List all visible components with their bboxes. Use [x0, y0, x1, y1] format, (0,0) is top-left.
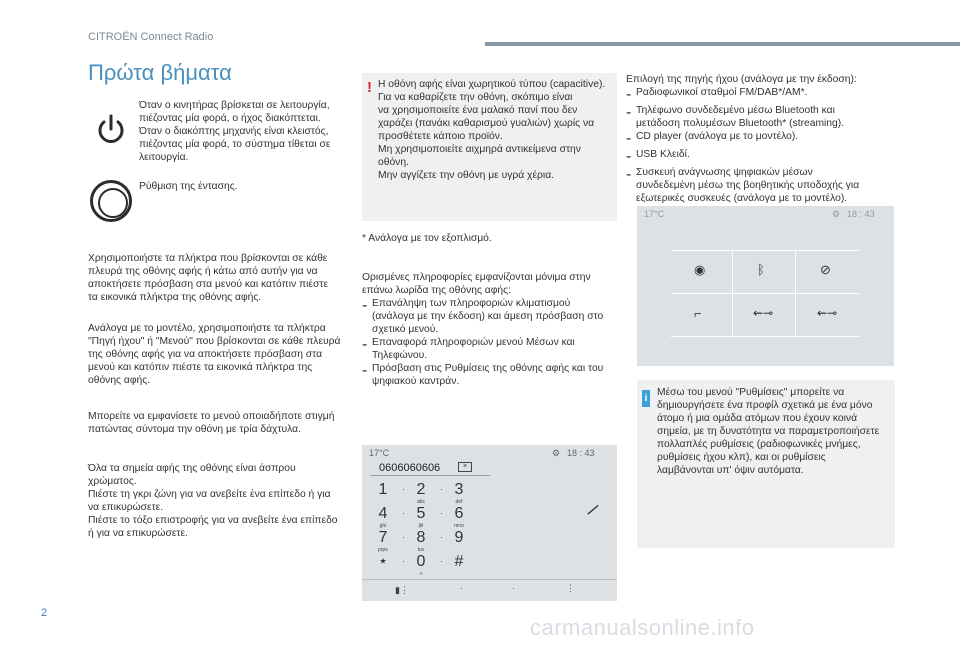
key-letters: tuv [417, 547, 425, 553]
temperature: 17°C [369, 448, 390, 458]
row-divider-mid [671, 293, 859, 294]
row-divider-top [671, 250, 859, 251]
key-digit: 0 [416, 553, 426, 570]
watermark: carmanualsonline.info [530, 615, 755, 640]
volume-knob-icon [90, 180, 132, 222]
para-touch-points: Όλα τα σημεία αφής της οθόνης είναι άσπρου χρώματος. Πιέστε τη γκρι ζώνη για να ανεβείτε ένα επίπεδο ή για να επικυρώσετε. Πιέστε το τόξο επιστροφής για να ανεβείτε ένα επίπεδο ή για να επικυρώσετε. [88, 463, 338, 539]
key-letters: pqrs [378, 547, 388, 553]
radio-source-icon[interactable]: ◉ [694, 262, 706, 277]
key-digit: 2 [416, 481, 426, 498]
page-heading: Πρώτα βήματα [88, 60, 232, 85]
keypad-key[interactable] [444, 553, 474, 571]
key-digit: 3 [454, 481, 464, 498]
key-letters: + [419, 571, 423, 577]
info-text: Μέσω του μενού "Ρυθμίσεις" μπορείτε να δημιουργήσετε ένα προφίλ σχετικά με ένα μόνο άτομο ή μια ομάδα ατόμων που έχουν κοινά σημεία, με τη δυνατότητα να παραμετροποιήσετε πολλαπλές ρυθμίσεις (ραδιοφωνικές μνήμες, ρυθμίσεις ήχου κλπ), και οι ρυθμίσεις λαμβάνονται υπ' όψιν αυτόματα. [657, 387, 880, 476]
key-digit: 4 [378, 505, 388, 522]
keypad-key[interactable] [406, 505, 436, 529]
key-separator: · [402, 484, 405, 494]
backspace-icon[interactable]: × [458, 462, 472, 472]
screen-status-bar [362, 445, 617, 459]
key-digit: ⋆ [377, 553, 388, 570]
temperature: 17°C [644, 209, 665, 219]
bottom-bar-divider [362, 579, 617, 580]
key-digit: 9 [454, 529, 464, 546]
key-letters: abc [416, 499, 426, 505]
keypad-key[interactable] [444, 481, 474, 505]
key-separator: · [440, 532, 443, 542]
key-separator: · [440, 508, 443, 518]
settings-icon[interactable]: ⚙ [552, 448, 561, 458]
key-digit: 1 [378, 481, 388, 498]
key-separator: · [440, 556, 443, 566]
call-icon[interactable]: / [585, 500, 601, 520]
dialed-number: 0606060606 [379, 462, 441, 474]
power-icon [92, 110, 130, 148]
header-rule [485, 42, 960, 46]
number-underline [370, 475, 490, 476]
keypad-key[interactable] [444, 505, 474, 529]
usb2-source-icon[interactable]: ⇜⊸ [817, 306, 838, 320]
row-divider-bottom [671, 336, 859, 337]
nav-dot-2[interactable]: · [512, 583, 515, 593]
clock: 18 : 43 [567, 448, 595, 458]
power-description: Όταν ο κινητήρας βρίσκεται σε λειτουργία, πιέζοντας μία φορά, ο ήχος διακόπτεται. Όταν ο διακόπτης μηχανής είναι κλειστός, πιέζοντας μία φορά, το σύστημα τίθεται σε λειτουργία. [139, 100, 331, 163]
aux-source-icon[interactable]: ⌐ [694, 306, 702, 321]
key-separator: · [402, 556, 405, 566]
warning-icon: ! [367, 79, 372, 96]
key-separator: · [402, 532, 405, 542]
settings-icon[interactable]: ⚙ [832, 209, 841, 219]
media-icon[interactable]: ▮⋮ [395, 585, 409, 595]
keypad-key[interactable] [368, 553, 398, 571]
key-separator: · [440, 484, 443, 494]
usb-source-icon[interactable]: ⇜⊸ [753, 306, 774, 320]
more-icon[interactable]: ⋮ [566, 583, 575, 593]
keypad-key[interactable] [406, 553, 436, 577]
key-letters: ghi [379, 523, 387, 529]
key-letters: jkl [418, 523, 424, 529]
keypad-key[interactable] [368, 505, 398, 529]
nav-dot-1[interactable]: · [460, 583, 463, 593]
key-digit: 6 [454, 505, 464, 522]
key-digit: # [454, 553, 464, 570]
keypad-key[interactable] [444, 529, 474, 547]
key-separator: · [402, 508, 405, 518]
screen-status-bar [637, 206, 894, 220]
key-letters: mno [454, 523, 464, 529]
phone-dial-screen [362, 445, 617, 601]
para-menu: Ανάλογα με το μοντέλο, χρησιμοποιήστε τα πλήκτρα "Πηγή ήχου" ή "Μενού" που βρίσκονται σε κάθε πλευρά της οθόνης αφής για να αποκτήσετε πρόσβαση στα μενού και κατόπιν πιέστε τα εικονικά πλήκτρα της οθόνης αφής. [88, 323, 341, 386]
footnote: * Ανάλογα με τον εξοπλισμό. [362, 233, 492, 244]
warning-box [362, 73, 617, 221]
cd-source-icon[interactable]: ⊘ [820, 262, 831, 277]
source-screen [637, 206, 894, 366]
manual-title: CITROËN Connect Radio [88, 31, 214, 43]
para-three-fingers: Μπορείτε να εμφανίσετε το μενού οποιαδήποτε στιγμή πατώντας σύντομα την οθόνη με τρία δάχτυλα. [88, 411, 335, 435]
keypad-key[interactable] [368, 529, 398, 553]
info-box [637, 380, 895, 548]
key-digit: 7 [378, 529, 388, 546]
para-buttons: Χρησιμοποιήστε τα πλήκτρα που βρίσκονται σε κάθε πλευρά της οθόνης αφής ή κάτω από αυτήν για να αποκτήσετε πρόσβαση στα μενού και κατόπιν πιέστε τα εικονικά πλήκτρα της οθόνης αφής. [88, 253, 329, 303]
volume-description: Ρύθμιση της έντασης. [139, 181, 238, 192]
bluetooth-source-icon[interactable]: ᛒ [757, 262, 765, 277]
info-icon: i [642, 390, 650, 407]
warning-text: Η οθόνη αφής είναι χωρητικού τύπου (capacitive). Για να καθαρίζετε την οθόνη, σκόπιμο είναι να χρησιμοποιείτε ένα μαλακό πανί που δεν χαράζει (πανάκι καθαρισμού γυαλιών) χωρίς να προσθέτετε κάποιο προϊόν. Μη χρησιμοποιείτε αιχμηρά αντικείμενα στην οθόνη. Μην αγγίζετε την οθόνη με υγρά χέρια. [378, 79, 606, 181]
source-selection: Επιλογή της πηγής ήχου (ανάλογα με την έκδοση): - Ραδιοφωνικοί σταθμοί FM/DAB*/AM*. - Τηλέφωνο συνδεδεμένο μέσω Bluetooth και μετάδοση πολυμέσων Bluetooth* (streaming). - CD player (ανάλογα με το μοντέλο). - USB Κλειδί. - Συσκευή ανάγνωσης ψηφιακών μέσων συνδεδεμένη μέσω της βοηθητικής υποδοχής για εξωτερικές συσκευές (ανάλογα με το μοντέλο). [626, 74, 860, 204]
page-number: 2 [41, 607, 48, 619]
keypad-key[interactable] [406, 529, 436, 553]
key-digit: 5 [416, 505, 426, 522]
key-digit: 8 [416, 529, 426, 546]
clock: 18 : 43 [847, 209, 875, 219]
keypad-key[interactable] [368, 481, 398, 499]
key-letters: def [455, 499, 463, 505]
status-bar-info: Ορισμένες πληροφορίες εμφανίζονται μόνιμα στην επάνω λωρίδα της οθόνης αφής: - Επανάληψη των πληροφοριών κλιματισμού (ανάλογα με την έκδοση) και άμεση πρόσβαση στο σχετικό μενού. - Επαναφορά πληροφοριών μενού Μέσων και Τηλεφώνου. - Πρόσβαση στις Ρυθμίσεις της οθόνης αφής και του ψηφιακού καντράν. [362, 272, 604, 387]
keypad-key[interactable] [406, 481, 436, 505]
